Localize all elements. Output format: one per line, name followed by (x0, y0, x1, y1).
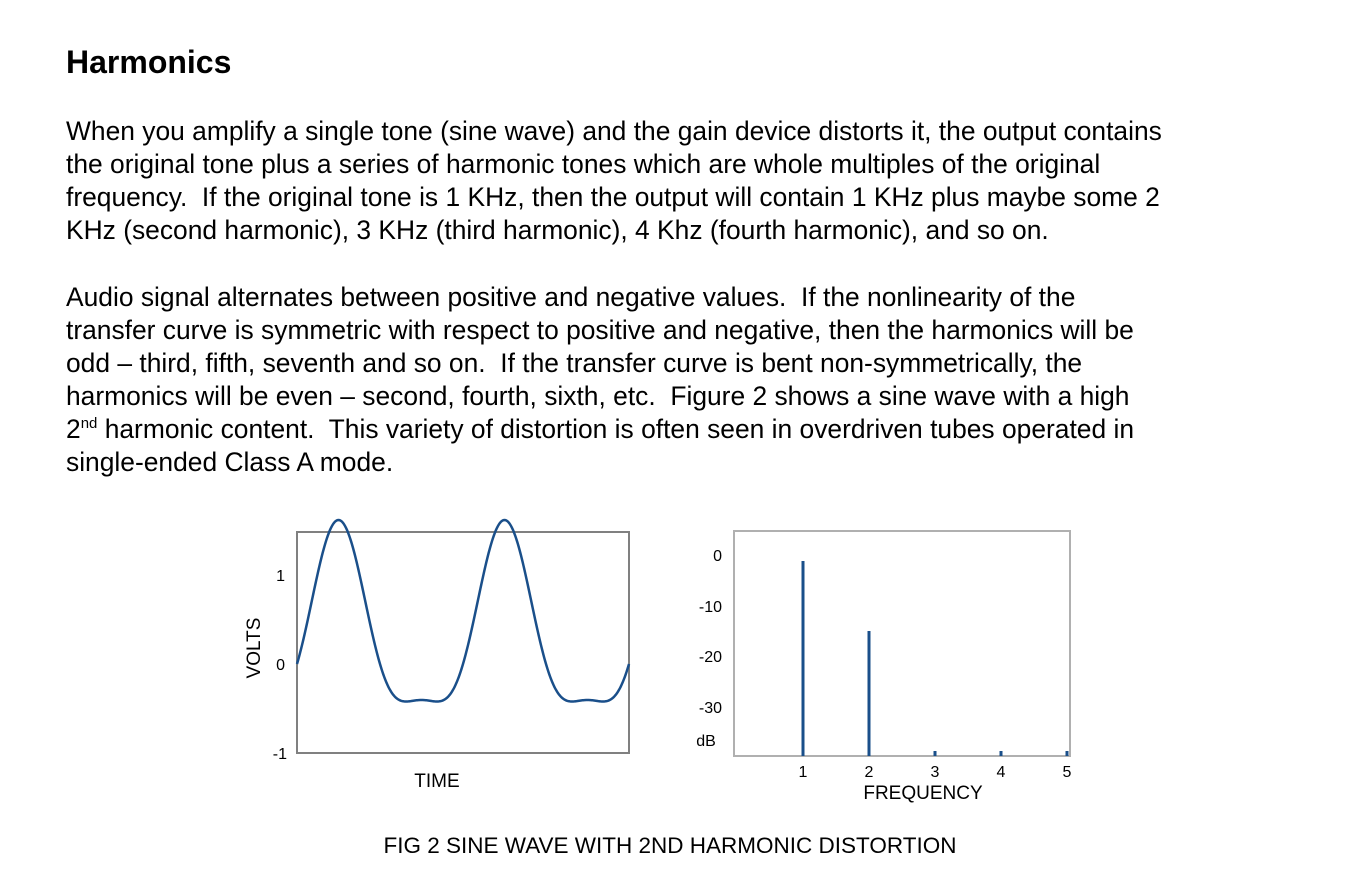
text-line: the original tone plus a series of harmonic tones which are whole multiples of the original (66, 149, 1101, 179)
volts-tick-label: 1 (276, 568, 285, 585)
page-heading: Harmonics (66, 44, 232, 80)
volts-tick-labels (273, 568, 287, 763)
volts-axis-label: VOLTS (244, 617, 265, 679)
text-line: odd – third, fifth, seventh and so on. If the transfer curve is bent non-symmetrically, the (66, 348, 1083, 378)
text-segment: harmonic content. This variety of distortion is often seen in overdriven tubes operated in (97, 414, 1135, 444)
db-tick-label: -30 (698, 700, 722, 717)
volts-tick-label: -1 (272, 746, 287, 763)
spectrum-chart-frame (734, 531, 1070, 756)
text-line: Audio signal alternates between positive and negative values. If the nonlinearity of the (66, 282, 1076, 312)
time-domain-chart (244, 520, 629, 792)
frequency-spectrum-chart (696, 531, 1071, 804)
time-axis-label: TIME (414, 771, 460, 792)
db-tick-labels (699, 548, 722, 717)
frequency-tick-label: 3 (930, 764, 940, 781)
spectrum-bars (803, 561, 1067, 756)
db-tick-label: -20 (698, 649, 722, 666)
frequency-axis-label: FREQUENCY (863, 783, 983, 804)
text-line: transfer curve is symmetric with respect to positive and negative, then the harmonics will be (66, 315, 1134, 345)
figure-caption: FIG 2 SINE WAVE WITH 2ND HARMONIC DISTORTION (383, 833, 957, 858)
volts-tick-label: 0 (276, 657, 285, 674)
ordinal-number: 2 (66, 414, 81, 444)
frequency-tick-label: 1 (798, 764, 808, 781)
frequency-tick-label: 5 (1062, 764, 1072, 781)
db-tick-label: 0 (713, 548, 722, 565)
waveform-line (297, 520, 629, 702)
text-line: single-ended Class A mode. (66, 447, 394, 477)
db-axis-label: dB (696, 733, 716, 750)
text-line: When you amplify a single tone (sine wave) and the gain device distorts it, the output contains (66, 116, 1162, 146)
time-chart-frame (297, 532, 629, 753)
frequency-tick-label: 4 (996, 764, 1006, 781)
text-line: frequency. If the original tone is 1 KHz, then the output will contain 1 KHz plus maybe some 2 (66, 182, 1160, 212)
text-line: harmonics will be even – second, fourth, sixth, etc. Figure 2 shows a sine wave with a high (66, 381, 1130, 411)
text-line: KHz (second harmonic), 3 KHz (third harmonic), 4 Khz (fourth harmonic), and so on. (66, 215, 1049, 245)
frequency-tick-label: 2 (864, 764, 874, 781)
db-tick-label: -10 (698, 599, 722, 616)
frequency-tick-labels (799, 764, 1072, 781)
ordinal-suffix: nd (80, 415, 98, 432)
